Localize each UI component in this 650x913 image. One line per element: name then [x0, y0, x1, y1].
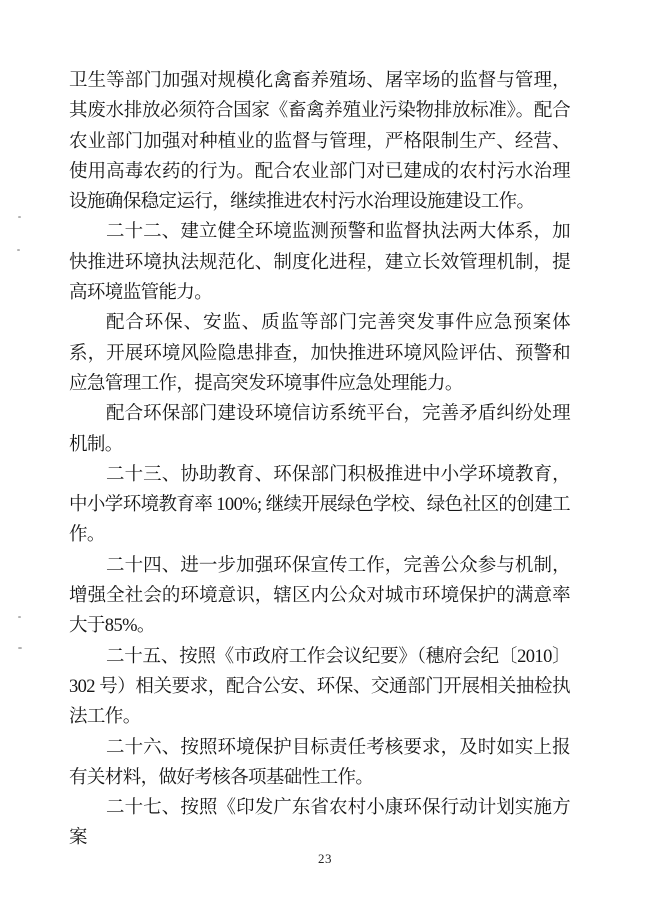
paragraph-item-23: 二十三、协助教育、环保部门积极推进中小学环境教育，中小学环境教育率 100%; 继续开展绿色学校、绿色社区的创建工作。	[69, 464, 570, 546]
page-number: 23	[318, 851, 332, 866]
scan-speck	[18, 616, 21, 618]
paragraph-item-27: 二十七、按照《印发广东省农村小康环保行动计划实施方案	[69, 798, 570, 849]
paragraph-item-26: 二十六、按照环境保护目标责任考核要求，及时如实上报有关材料，做好考核各项基础性工作。	[69, 737, 570, 788]
scan-speck	[17, 249, 20, 251]
paragraph-item-25: 二十五、按照《市政府工作会议纪要》（穗府会纪〔2010〕302 号）相关要求，配合公安、环保、交通部门开展相关抽检执法工作。	[69, 646, 570, 728]
paragraph-emergency-plan: 配合环保、安监、质监等部门完善突发事件应急预案体系，开展环境风险隐患排查，加快推进环境风险评估、预警和应急管理工作，提高突发环境事件应急处理能力。	[69, 313, 570, 394]
paragraph-petition-platform: 配合环保部门建设环境信访系统平台，完善矛盾纠纷处理机制。	[69, 404, 570, 455]
scan-speck	[18, 647, 22, 649]
document-body	[69, 66, 570, 854]
paragraph-item-22: 二十二、建立健全环境监测预警和监督执法两大体系，加快推进环境执法规范化、制度化进程，建立长效管理机制，提高环境监管能力。	[69, 222, 570, 304]
paragraph-item-24: 二十四、进一步加强环保宣传工作，完善公众参与机制，增强全社会的环境意识，辖区内公众对城市环境保护的满意率大于85%。	[69, 555, 570, 637]
scan-speck	[18, 216, 21, 218]
paragraph-continuation: 卫生等部门加强对规模化禽畜养殖场、屠宰场的监督与管理，其废水排放必须符合国家《畜禽养殖业污染物排放标准》。配合农业部门加强对种植业的监督与管理，严格限制生产、经营、使用高毒农药的行为。配合农业部门对已建成的农村污水治理设施确保稳定运行，继续推进农村污水治理设施建设工作。	[69, 71, 570, 213]
